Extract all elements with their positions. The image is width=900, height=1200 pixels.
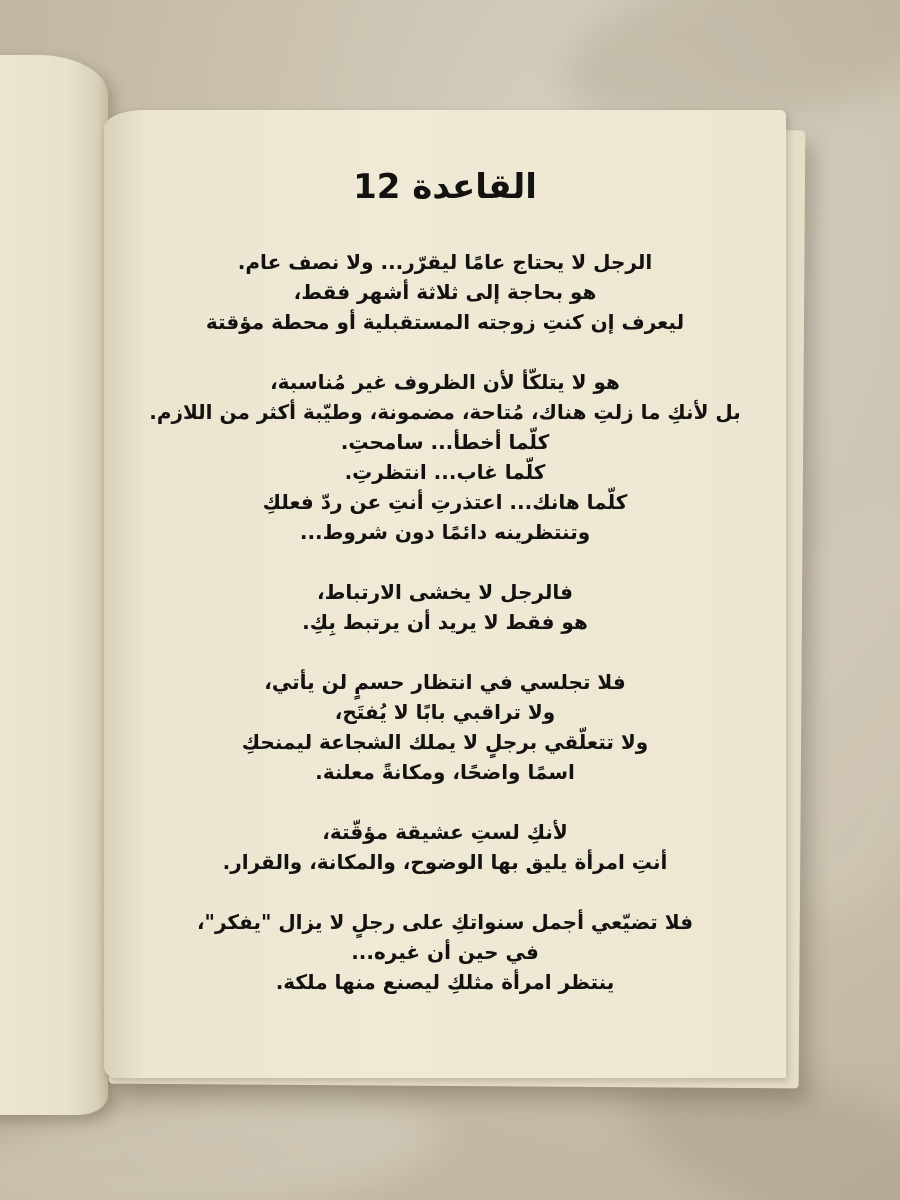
text-line: لأنكِ لستِ عشيقة مؤقّتة،	[322, 820, 568, 844]
text-line: بل لأنكِ ما زلتِ هناك، مُتاحة، مضمونة، وطيّبة أكثر من اللازم.	[149, 400, 741, 424]
paragraph	[124, 667, 766, 787]
text-line: فلا تجلسي في انتظار حسمٍ لن يأتي،	[264, 670, 626, 694]
text-line: ليعرف إن كنتِ زوجته المستقبلية أو محطة مؤقتة	[205, 310, 685, 334]
text-line: هو بحاجة إلى ثلاثة أشهر فقط،	[293, 280, 597, 304]
text-line: ولا تراقبي بابًا لا يُفتَح،	[334, 700, 556, 724]
paragraph	[124, 907, 766, 997]
text-line: وتنتظرينه دائمًا دون شروط...	[299, 520, 591, 544]
text-line: في حين أن غيره...	[351, 940, 539, 964]
text-line: ينتظر امرأة مثلكِ ليصنع منها ملكة.	[275, 970, 615, 994]
text-line: هو لا يتلكّأ لأن الظروف غير مُناسبة،	[270, 370, 620, 394]
page-title: القاعدة 12	[353, 167, 537, 207]
page-content	[124, 165, 766, 1027]
paragraph	[124, 367, 766, 547]
text-line: كلّما أخطأ... سامحتِ.	[340, 430, 550, 454]
paragraph	[124, 247, 766, 337]
text-line: هو فقط لا يريد أن يرتبط بِكِ.	[302, 610, 588, 634]
text-line: كلّما هانك... اعتذرتِ أنتِ عن ردّ فعلكِ	[262, 490, 628, 514]
text-line: الرجل لا يحتاج عامًا ليقرّر... ولا نصف عام.	[237, 250, 653, 274]
text-line: فلا تضيّعي أجمل سنواتكِ على رجلٍ لا يزال "يفكر"،	[196, 910, 694, 934]
text-line: فالرجل لا يخشى الارتباط،	[317, 580, 573, 604]
text-line: أنتِ امرأة يليق بها الوضوح، والمكانة، والقرار.	[222, 850, 668, 874]
paragraph	[124, 817, 766, 877]
text-line: اسمًا واضحًا، ومكانةً معلنة.	[315, 760, 575, 784]
paragraph	[124, 577, 766, 637]
left-book-page	[0, 55, 108, 1115]
text-line: ولا تتعلّقي برجلٍ لا يملك الشجاعة ليمنحكِ	[241, 730, 649, 754]
text-line: كلّما غاب... انتظرتِ.	[344, 460, 546, 484]
right-book-page	[104, 110, 786, 1078]
